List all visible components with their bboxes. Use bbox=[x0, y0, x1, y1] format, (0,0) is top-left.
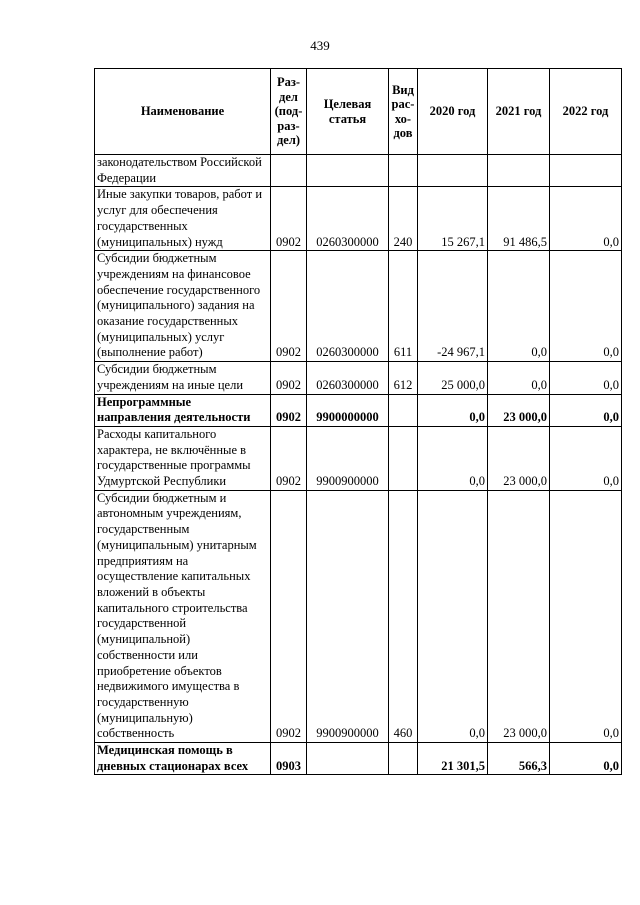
row-section: 0903 bbox=[271, 743, 307, 775]
row-section: 0902 bbox=[271, 426, 307, 490]
row-2022: 0,0 bbox=[550, 394, 622, 426]
header-expense-type: Вид рас-хо-дов bbox=[389, 69, 418, 155]
row-2022: 0,0 bbox=[550, 490, 622, 742]
row-name: Субсидии бюджетным и автономным учреждениям, государственным (муниципальным) унитарным предприятиям на осуществление капитальных вложений в объекты капитального строительства государственной (муниципальной) собственности или приобретение объектов недвижимого имущества в государственную (муниципальную) собственность bbox=[95, 490, 271, 742]
row-2020: 21 301,5 bbox=[418, 743, 488, 775]
row-name: Субсидии бюджетным учреждениям на иные цели bbox=[95, 362, 271, 394]
header-2020: 2020 год bbox=[418, 69, 488, 155]
row-target: 9900000000 bbox=[307, 394, 389, 426]
row-section: 0902 bbox=[271, 251, 307, 362]
header-target: Целевая статья bbox=[307, 69, 389, 155]
row-2020: 0,0 bbox=[418, 426, 488, 490]
row-2020 bbox=[418, 155, 488, 187]
row-name: Субсидии бюджетным учреждениям на финансовое обеспечение государственного (муниципального) задания на оказание государственных (муниципальных) услуг (выполнение работ) bbox=[95, 251, 271, 362]
row-target: 0260300000 bbox=[307, 251, 389, 362]
row-target: 0260300000 bbox=[307, 362, 389, 394]
table-row bbox=[95, 362, 622, 394]
row-type bbox=[389, 743, 418, 775]
row-section: 0902 bbox=[271, 490, 307, 742]
table-row bbox=[95, 490, 622, 742]
row-type: 240 bbox=[389, 187, 418, 251]
row-target bbox=[307, 743, 389, 775]
row-name: Непрограммные направления деятельности bbox=[95, 394, 271, 426]
row-name: Иные закупки товаров, работ и услуг для обеспечения государственных (муниципальных) нужд bbox=[95, 187, 271, 251]
row-name: Расходы капитального характера, не включённые в государственные программы Удмуртской Республики bbox=[95, 426, 271, 490]
row-2022: 0,0 bbox=[550, 187, 622, 251]
row-target: 9900900000 bbox=[307, 426, 389, 490]
row-2022: 0,0 bbox=[550, 251, 622, 362]
row-2022: 0,0 bbox=[550, 362, 622, 394]
row-name: законодательством Российской Федерации bbox=[95, 155, 271, 187]
table-row bbox=[95, 251, 622, 362]
row-section: 0902 bbox=[271, 394, 307, 426]
row-2021: 0,0 bbox=[488, 251, 550, 362]
row-2022: 0,0 bbox=[550, 426, 622, 490]
table-row bbox=[95, 743, 622, 775]
row-type: 612 bbox=[389, 362, 418, 394]
row-type bbox=[389, 394, 418, 426]
row-2022: 0,0 bbox=[550, 743, 622, 775]
row-2020: 15 267,1 bbox=[418, 187, 488, 251]
row-2022 bbox=[550, 155, 622, 187]
row-target: 0260300000 bbox=[307, 187, 389, 251]
row-type bbox=[389, 155, 418, 187]
header-2022: 2022 год bbox=[550, 69, 622, 155]
row-2021: 0,0 bbox=[488, 362, 550, 394]
row-2020: 0,0 bbox=[418, 490, 488, 742]
row-2021: 91 486,5 bbox=[488, 187, 550, 251]
row-2021: 23 000,0 bbox=[488, 426, 550, 490]
table-row bbox=[95, 187, 622, 251]
table-header-row bbox=[95, 69, 622, 155]
row-2020: 25 000,0 bbox=[418, 362, 488, 394]
row-section bbox=[271, 155, 307, 187]
row-name: Медицинская помощь в дневных стационарах всех bbox=[95, 743, 271, 775]
page-number: 439 bbox=[310, 38, 330, 53]
row-type: 460 bbox=[389, 490, 418, 742]
row-2021: 566,3 bbox=[488, 743, 550, 775]
row-section: 0902 bbox=[271, 187, 307, 251]
row-2020: 0,0 bbox=[418, 394, 488, 426]
header-2021: 2021 год bbox=[488, 69, 550, 155]
table-row bbox=[95, 426, 622, 490]
table-row bbox=[95, 155, 622, 187]
row-target bbox=[307, 155, 389, 187]
row-target: 9900900000 bbox=[307, 490, 389, 742]
table-row bbox=[95, 394, 622, 426]
row-section: 0902 bbox=[271, 362, 307, 394]
row-2021: 23 000,0 bbox=[488, 490, 550, 742]
row-2021 bbox=[488, 155, 550, 187]
row-2020: -24 967,1 bbox=[418, 251, 488, 362]
header-section: Раз-дел (под-раз-дел) bbox=[271, 69, 307, 155]
header-name: Наименование bbox=[95, 69, 271, 155]
budget-table bbox=[94, 68, 622, 775]
row-type bbox=[389, 426, 418, 490]
row-2021: 23 000,0 bbox=[488, 394, 550, 426]
row-type: 611 bbox=[389, 251, 418, 362]
